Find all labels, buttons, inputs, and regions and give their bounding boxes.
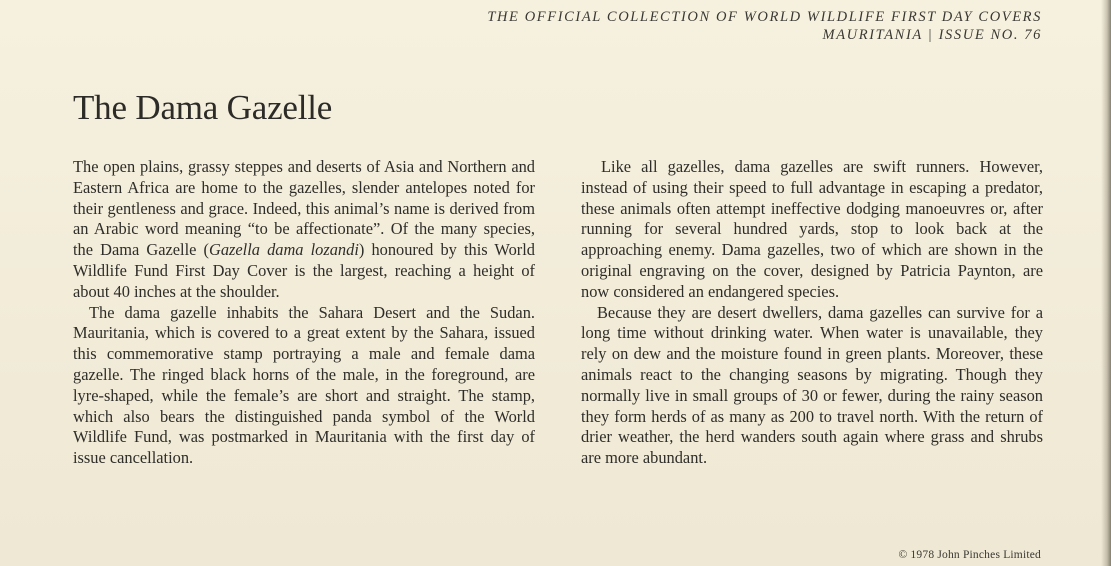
right-column — [581, 157, 1043, 469]
issue-number: MAURITANIA | ISSUE NO. 76 — [822, 27, 1042, 43]
left-paragraph-2: The dama gazelle inhabits the Sahara Desert and the Sudan. Mauritania, which is covered to a great extent by the Sahara, issued this commemorative stamp portraying a male and female dama gazelle. The ringed black horns of the male, in the foreground, are lyre-shaped, while the female’s are short and straight. The stamp, which also bears the distinguished panda symbol of the World Wildlife Fund, was postmarked in Mauritania with the first day of issue cancellation. — [73, 302, 535, 468]
species-name: Gazella dama lozandi — [208, 240, 359, 260]
copyright-notice: © 1978 John Pinches Limited — [898, 549, 1041, 561]
page-title: The Dama Gazelle — [73, 88, 333, 127]
left-paragraph-1-text-a: The open plains, grassy steppes and deserts of Asia and Northern and Eastern Africa are home to the gazelles, slender antelopes noted for their gentleness and grace. Indeed, this animal’s name is derived from an Arabic word meaning “to be affectionate”. Of the many species, the Dama Gazelle ( — [73, 157, 535, 260]
page-edge-shadow — [1101, 0, 1111, 566]
series-header — [487, 8, 1042, 44]
left-paragraph-1-text-b: ) honoured by this World Wildlife Fund First Day Cover is the largest, reaching a height of about 40 inches at the shoulder. — [73, 240, 535, 301]
left-column — [73, 157, 535, 469]
right-paragraph-2: Because they are desert dwellers, dama gazelles can survive for a long time without drinking water. When water is unavailable, they rely on dew and the moisture found in green plants. Moreover, these animals react to the changing seasons by migrating. Though they normally live in small groups of 30 or fewer, during the rainy season they form herds of as many as 200 to travel north. With the return of drier weather, the herd wanders south again where grass and shrubs are more abundant. — [581, 302, 1043, 468]
left-paragraph-1 — [73, 157, 535, 303]
right-paragraph-1: Like all gazelles, dama gazelles are swift runners. However, instead of using their speed to full advantage in escaping a predator, these animals often attempt ineffective dodging manoeuvres or, after running for several hundred yards, stop to look back at the approaching enemy. Dama gazelles, two of which are shown in the original engraving on the cover, designed by Patricia Paynton, are now considered an endangered species. — [581, 157, 1043, 301]
series-title: THE OFFICIAL COLLECTION OF WORLD WILDLIFE FIRST DAY COVERS — [487, 9, 1042, 25]
